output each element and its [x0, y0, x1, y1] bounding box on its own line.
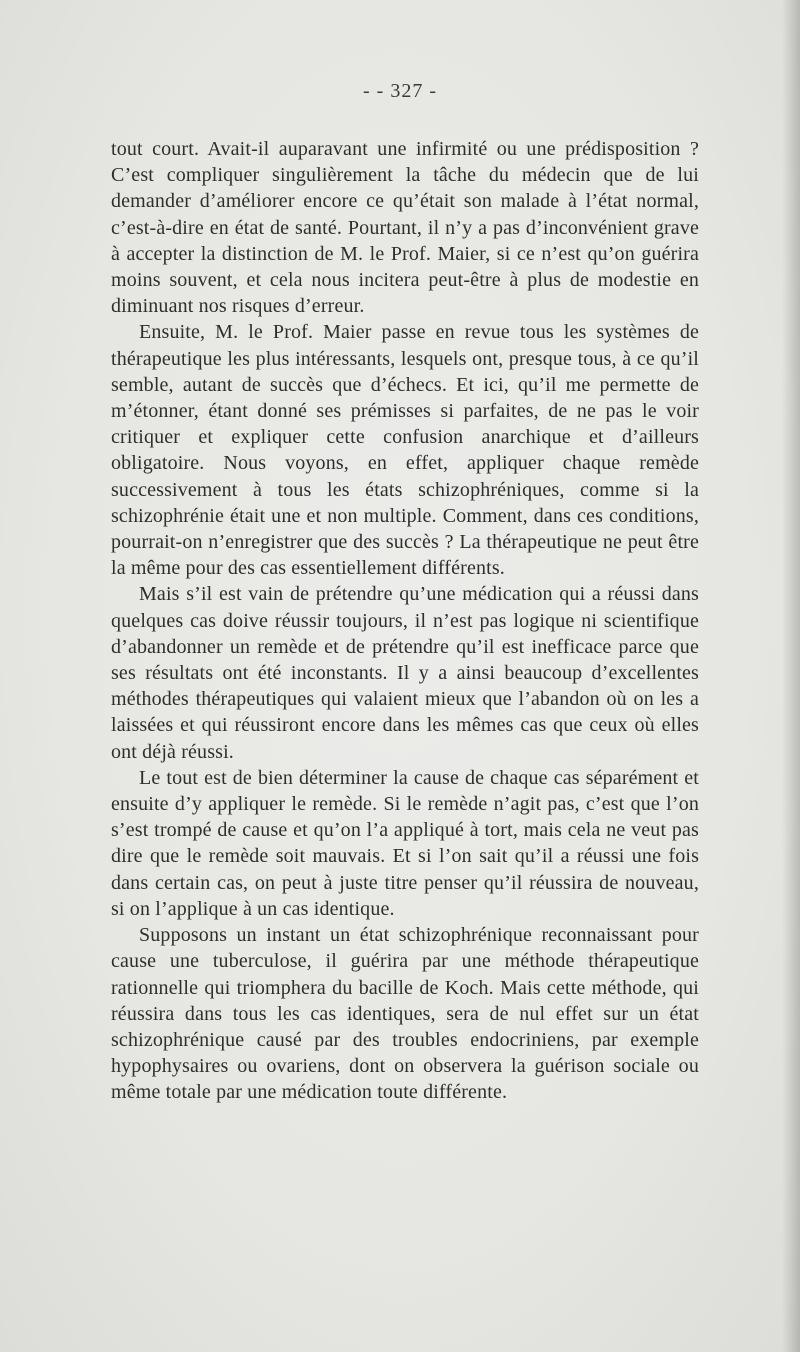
paragraph-4: Le tout est de bien déterminer la cause de chaque cas séparément et ensuite d’y appliquer le remède. Si le remède n’agit pas, c’est que l’on s’est trompé de cause et qu’on l’a appliqué à tort, mais cela ne veut pas dire que le remède soit mauvais. Et si l’on sait qu’il a réussi une fois dans certain cas, on peut à juste titre penser qu’il réussira de nouveau, si on l’applique à un cas identique. [111, 766, 699, 920]
body-text [111, 136, 699, 1106]
page-edge-shadow [782, 0, 800, 1352]
paragraph-1: tout court. Avait-il auparavant une infirmité ou une prédisposition ? C’est compliquer singulièrement la tâche du médecin que de lui demander d’améliorer encore ce qu’était son malade à l’état normal, c’est-à-dire en état de santé. Pourtant, il n’y a pas d’inconvénient grave à accepter la distinction de M. le Prof. Maier, si ce n’est qu’on guérira moins souvent, et cela nous incitera peut-être à plus de modestie en diminuant nos risques d’erreur. [111, 138, 699, 318]
paragraph-3: Mais s’il est vain de prétendre qu’une médication qui a réussi dans quelques cas doive réussir toujours, il n’est pas logique ni scientifique d’abandonner un remède et de prétendre qu’il est inefficace parce que ses résultats ont été inconstants. Il y a ainsi beaucoup d’excellentes méthodes thérapeutiques qui valaient mieux que l’abandon où on les a laissées et qui réussiront encore dans les mêmes cas que ceux où elles ont déjà réussi. [111, 583, 699, 763]
paragraph-2: Ensuite, M. le Prof. Maier passe en revue tous les systèmes de thérapeutique les plus intéressants, lesquels ont, presque tous, à ce qu’il semble, autant de succès que d’échecs. Et ici, qu’il me permette de m’étonner, étant donné ses prémisses si parfaites, de ne pas le voir critiquer et expliquer cette confusion anarchique et d’ailleurs obligatoire. Nous voyons, en effet, appliquer chaque remède successivement à tous les états schizophréniques, comme si la schizophrénie était une et non multiple. Comment, dans ces conditions, pourrait-on n’enregistrer que des succès ? La thérapeutique ne peut être la même pour des cas essentiellement différents. [111, 321, 699, 580]
page-number: - - 327 - [363, 80, 437, 102]
paragraph-5: Supposons un instant un état schizophrénique reconnaissant pour cause une tuberculose, il guérira par une méthode thérapeutique rationnelle qui triomphera du bacille de Koch. Mais cette méthode, qui réussira dans tous les cas identiques, sera de nul effet sur un état schizophrénique causé par des troubles endocriniens, par exemple hypophysaires ou ovariens, dont on observera la guérison sociale ou même totale par une médication toute différente. [111, 924, 699, 1104]
